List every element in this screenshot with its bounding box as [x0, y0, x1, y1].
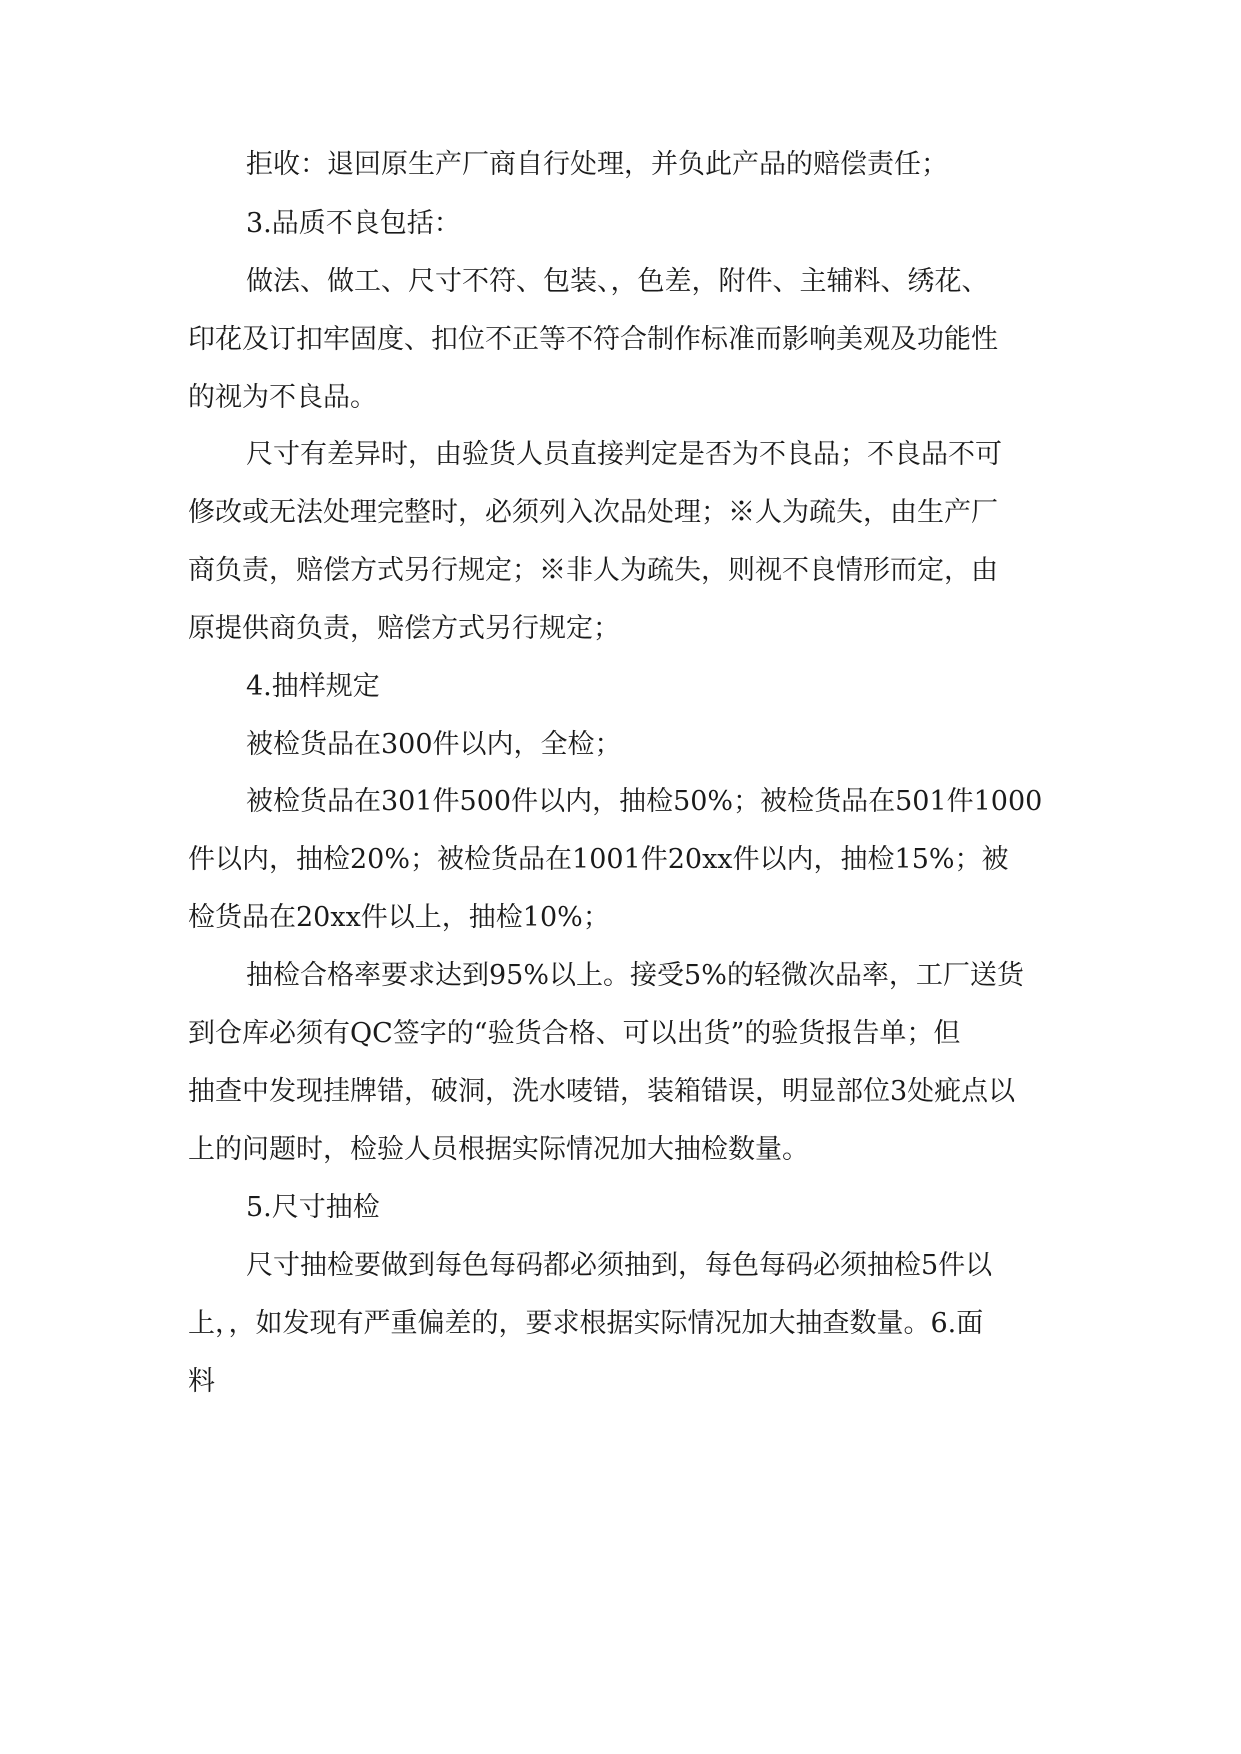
paragraph-pass-rate-line-1: 抽检合格率要求达到95%以上。接受5%的轻微次品率，工厂送货 [246, 960, 1024, 991]
paragraph-size-check-line-2: 上，，如发现有严重偏差的，要求根据实际情况加大抽查数量。6.面 [188, 1308, 984, 1339]
paragraph-defects-line-1: 做法、做工、尺寸不符、包装、，色差，附件、主辅料、绣花、 [246, 266, 989, 297]
paragraph-sampling-1: 被检货品在300件以内，全检； [246, 729, 622, 760]
section-heading-5: 5.尺寸抽检 [246, 1192, 380, 1223]
paragraph-size-check-line-1: 尺寸抽检要做到每色每码都必须抽到，每色每码必须抽检5件以 [246, 1250, 993, 1281]
paragraph-size-line-1: 尺寸有差异时，由验货人员直接判定是否为不良品；不良品不可 [246, 439, 1002, 470]
paragraph-pass-rate-line-2: 到仓库必须有QC签字的“验货合格、可以出货”的验货报告单；但 [188, 1018, 961, 1049]
paragraph-size-line-4: 原提供商负责，赔偿方式另行规定； [188, 613, 620, 644]
paragraph-sampling-2-line-1: 被检货品在301件500件以内，抽检50%；被检货品在501件1000 [246, 786, 1043, 817]
paragraph-pass-rate-line-3: 抽查中发现挂牌错，破洞，洗水唛错，装箱错误，明显部位3处疵点以 [188, 1076, 1016, 1107]
paragraph-defects-line-3: 的视为不良品。 [188, 382, 377, 413]
paragraph-size-line-2: 修改或无法处理完整时，必须列入次品处理；※人为疏失，由生产厂 [188, 497, 998, 528]
paragraph-rejection: 拒收：退回原生产厂商自行处理，并负此产品的赔偿责任； [246, 149, 948, 180]
paragraph-sampling-2-line-2: 件以内，抽检20%；被检货品在1001件20xx件以内，抽检15%；被 [188, 844, 1009, 875]
paragraph-sampling-2-line-3: 检货品在20xx件以上，抽检10%； [188, 902, 610, 933]
section-heading-3: 3.品质不良包括： [246, 208, 461, 239]
paragraph-defects-line-2: 印花及订扣牢固度、扣位不正等不符合制作标准而影响美观及功能性 [188, 324, 998, 355]
paragraph-pass-rate-line-4: 上的问题时，检验人员根据实际情况加大抽检数量。 [188, 1134, 809, 1165]
section-heading-4: 4.抽样规定 [246, 671, 380, 702]
paragraph-size-check-line-3: 料 [188, 1366, 215, 1397]
paragraph-size-line-3: 商负责，赔偿方式另行规定；※非人为疏失，则视不良情形而定，由 [188, 555, 998, 586]
